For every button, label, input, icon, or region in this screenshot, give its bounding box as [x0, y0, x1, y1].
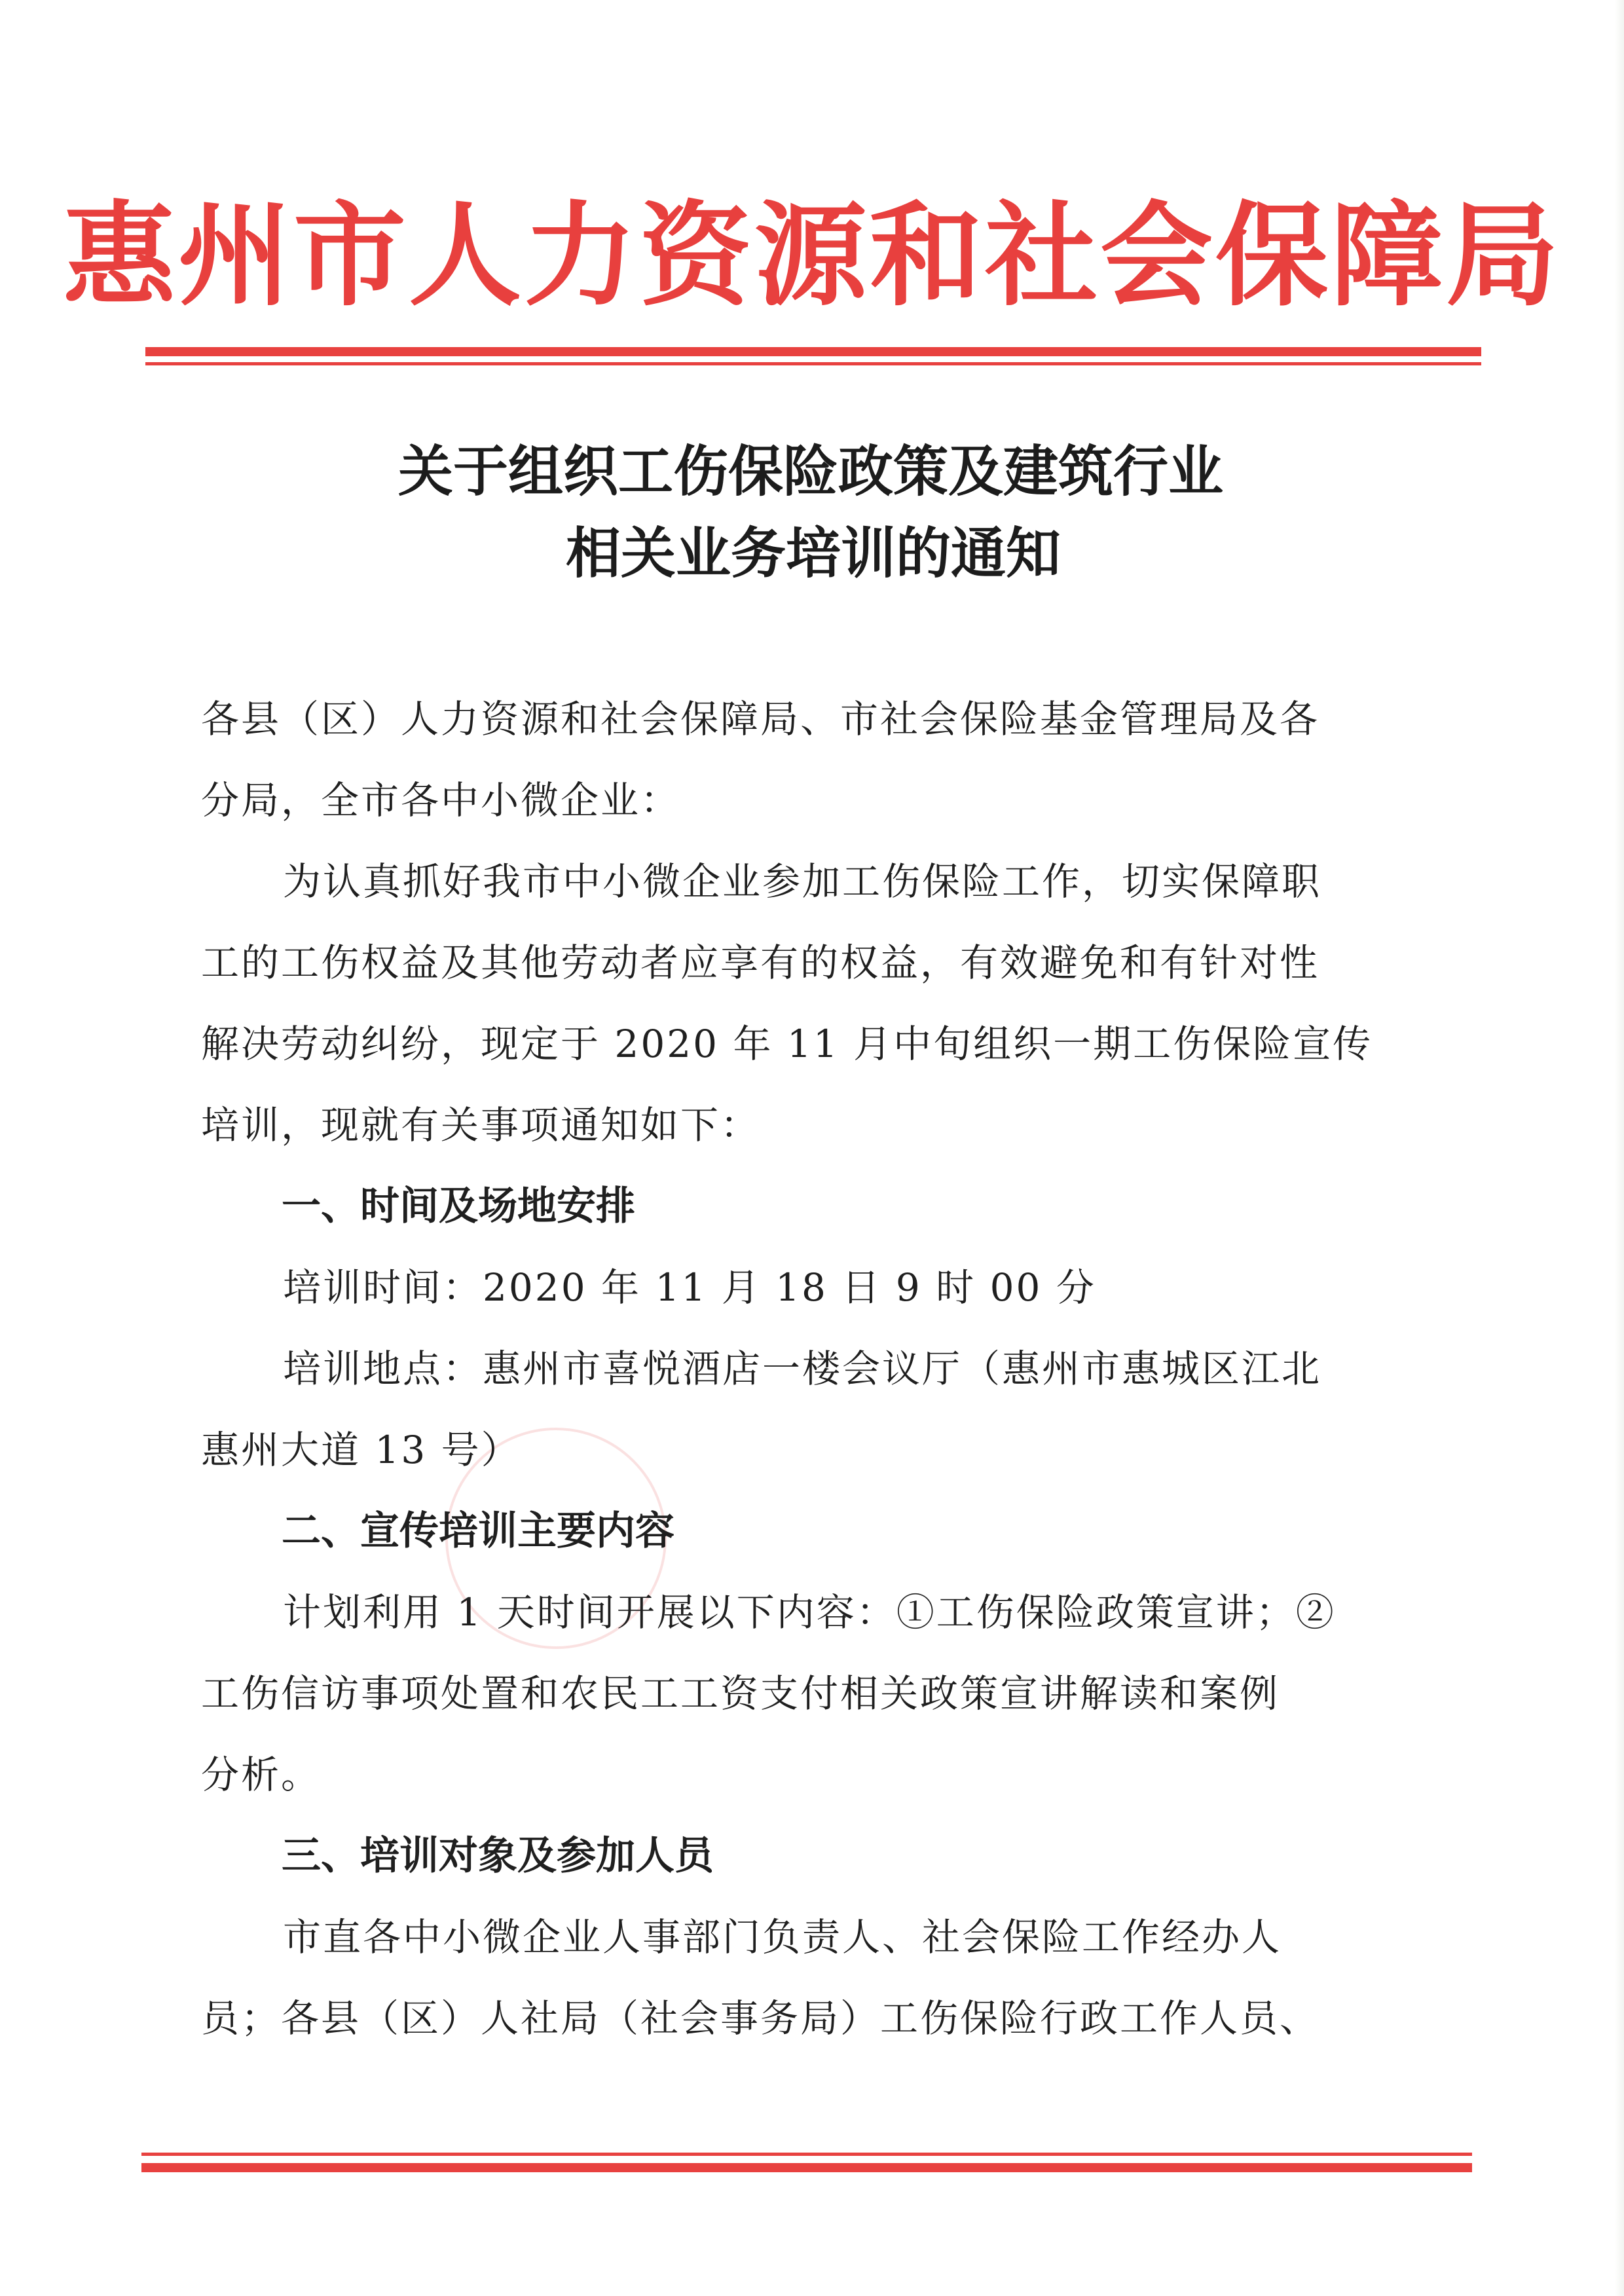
intro-paragraph-line-4: 培训，现就有关事项通知如下： — [201, 1103, 761, 1147]
document-title-line-2: 相关业务培训的通知 — [565, 521, 1061, 585]
addressee-line-1: 各县（区）人力资源和社会保障局、市社会保险基金管理局及各 — [201, 697, 1320, 741]
training-location-line-1: 培训地点：惠州市喜悦酒店一楼会议厅（惠州市惠城区江北 — [283, 1346, 1322, 1391]
letterhead-rule-thin — [145, 362, 1481, 365]
document-title-line-1: 关于组织工伤保险政策及建筑行业 — [397, 439, 1223, 504]
training-location-line-2: 惠州大道 13 号） — [201, 1428, 521, 1472]
footer-rule-thick — [141, 2163, 1472, 2172]
intro-paragraph-line-2: 工的工伤权益及其他劳动者应享有的权益，有效避免和有针对性 — [201, 940, 1320, 985]
section-heading-3: 三、培训对象及参加人员 — [282, 1833, 714, 1879]
letterhead-org-name: 惠州市人力资源和社会保障局 — [63, 189, 1561, 322]
section-heading-2: 二、宣传培训主要内容 — [282, 1508, 674, 1554]
content-paragraph-line-1: 计划利用 1 天时间开展以下内容：①工伤保险政策宣讲；② — [283, 1590, 1336, 1635]
training-time: 培训时间：2020 年 11 月 18 日 9 时 00 分 — [283, 1265, 1096, 1310]
section-heading-1: 一、时间及场地安排 — [282, 1183, 635, 1229]
letterhead-rule-thick — [145, 347, 1481, 356]
page-edge — [1615, 0, 1624, 2296]
footer-rule-thin — [141, 2153, 1472, 2156]
content-paragraph-line-3: 分析。 — [201, 1752, 322, 1797]
addressee-line-2: 分局，全市各中小微企业： — [201, 778, 681, 823]
participants-paragraph-line-1: 市直各中小微企业人事部门负责人、社会保险工作经办人 — [283, 1915, 1282, 1959]
intro-paragraph-line-1: 为认真抓好我市中小微企业参加工伤保险工作，切实保障职 — [283, 859, 1322, 904]
participants-paragraph-line-2: 员；各县（区）人社局（社会事务局）工伤保险行政工作人员、 — [201, 1996, 1320, 2041]
content-paragraph-line-2: 工伤信访事项处置和农民工工资支付相关政策宣讲解读和案例 — [201, 1671, 1280, 1716]
intro-paragraph-line-3: 解决劳动纠纷，现定于 2020 年 11 月中旬组织一期工伤保险宣传 — [201, 1022, 1373, 1066]
